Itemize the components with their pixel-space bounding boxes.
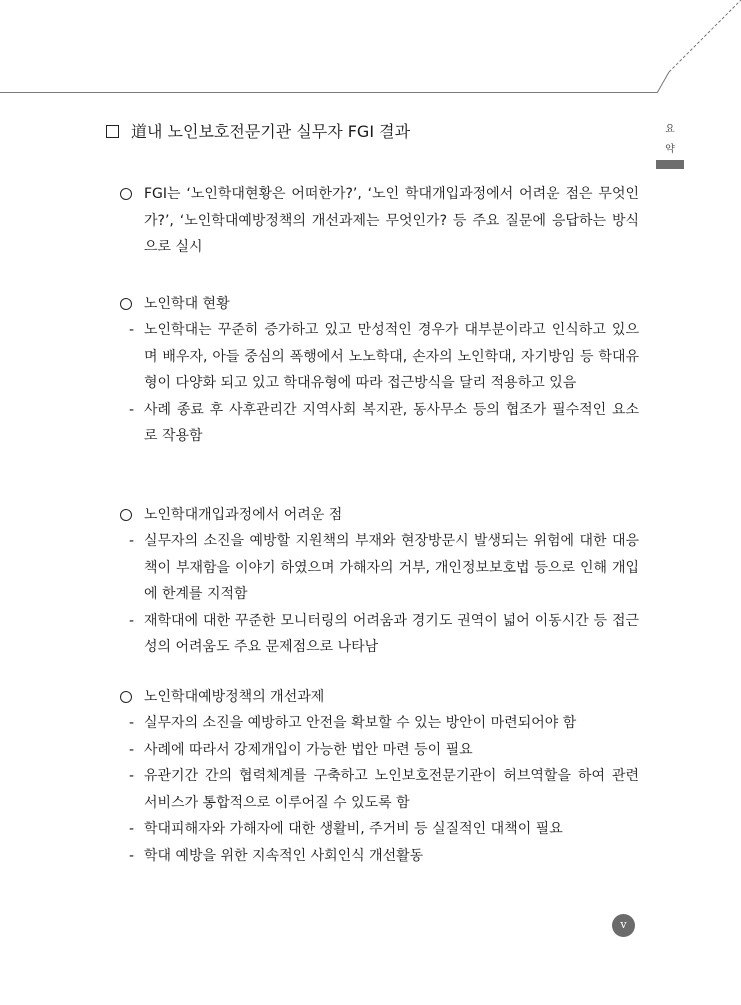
section-heading-text: 노인학대예방정책의 개선과제 [144, 689, 325, 705]
dash-bullet: - [129, 741, 135, 758]
section-policy-improvements [119, 684, 639, 869]
list-item [119, 816, 639, 843]
intro-text: FGI는 ‘노인학대현황은 어떠한가?’, ‘노인 학대개입과정에서 어려운 점은 무엇인가?’, ‘노인학대예방정책의 개선과제는 무엇인가? 등 주요 질문에 응답하는 방식으로 실시 [144, 186, 639, 255]
page-title-text: 道내 노인보호전문기관 실무자 FGI 결과 [131, 122, 411, 141]
dash-bullet: - [129, 715, 135, 731]
intro-paragraph [119, 181, 639, 261]
list-item [119, 608, 639, 661]
list-item-text: 학대 예방을 위한 지속적인 사회인식 개선활동 [144, 847, 424, 864]
page-number-badge: v [612, 914, 635, 937]
list-item-text: 실무자의 소진을 예방하고 안전을 확보할 수 있는 방안이 마련되어야 함 [144, 715, 577, 731]
list-item-text: 사례에 따라서 강제개입이 가능한 법안 마련 등이 필요 [144, 741, 473, 758]
list-item [119, 843, 639, 870]
dash-bullet: - [129, 847, 135, 864]
section-heading-text: 노인학대 현황 [144, 296, 230, 312]
corner-fold-decoration [650, 0, 741, 95]
list-item [119, 763, 639, 816]
list-item [119, 737, 639, 764]
side-tab-marker [656, 160, 684, 169]
side-section-tab [655, 120, 685, 160]
section-intervention-difficulties [119, 502, 639, 661]
list-item [119, 317, 639, 397]
circle-bullet-icon [120, 188, 132, 200]
dash-bullet: - [129, 401, 135, 418]
dash-bullet: - [129, 612, 135, 629]
side-tab-char: 요 [665, 124, 675, 135]
list-item-text: 유관기간 간의 협력체계를 구축하고 노인보호전문기관이 허브역할을 하여 관련 서비스가 통합적으로 이루어질 수 있도록 함 [144, 768, 639, 811]
section-heading [119, 502, 639, 528]
list-item [119, 397, 639, 450]
checkbox-square-icon [106, 125, 119, 138]
list-item [119, 710, 639, 737]
list-item-text: 노인학대는 꾸준히 증가하고 있고 만성적인 경우가 대부분이라고 인식하고 있으며 배우자, 아들 중심의 폭행에서 노노학대, 손자의 노인학대, 자기방임 등 학대유형이 다양화 되고 있고 학대유형에 따라 접근방식을 달리 적용하고 있음 [144, 322, 639, 391]
header-rule [0, 92, 657, 93]
circle-bullet-icon [120, 509, 132, 521]
circle-bullet-icon [120, 298, 132, 310]
side-tab-char: 약 [665, 144, 675, 155]
dash-bullet: - [129, 533, 135, 549]
section-item-list [119, 710, 639, 869]
dash-bullet: - [129, 768, 135, 784]
section-heading [119, 684, 639, 710]
list-item-text: 사례 종료 후 사후관리간 지역사회 복지관, 동사무소 등의 협조가 필수적인 요소로 작용함 [144, 401, 639, 444]
section-heading-text: 노인학대개입과정에서 어려운 점 [144, 507, 343, 523]
section-item-list [119, 528, 639, 661]
dash-bullet: - [129, 821, 135, 837]
page-title [106, 120, 410, 144]
section-heading [119, 291, 639, 317]
list-item-text: 재학대에 대한 꾸준한 모니터링의 어려움과 경기도 권역이 넓어 이동시간 등 접근성의 어려움도 주요 문제점으로 나타남 [144, 612, 639, 655]
list-item-text: 학대피해자와 가해자에 대한 생활비, 주거비 등 실질적인 대책이 필요 [144, 821, 563, 837]
list-item-text: 실무자의 소진을 예방할 지원책의 부재와 현장방문시 발생되는 위험에 대한 대응책이 부재함을 이야기 하였으며 가해자의 거부, 개인정보보호법 등으로 인해 개입에 한계를 지적함 [144, 533, 639, 602]
circle-bullet-icon [120, 691, 132, 703]
section-item-list [119, 317, 639, 450]
dash-bullet: - [129, 322, 135, 338]
list-item [119, 528, 639, 608]
intro-section [119, 181, 639, 261]
section-abuse-status [119, 291, 639, 450]
